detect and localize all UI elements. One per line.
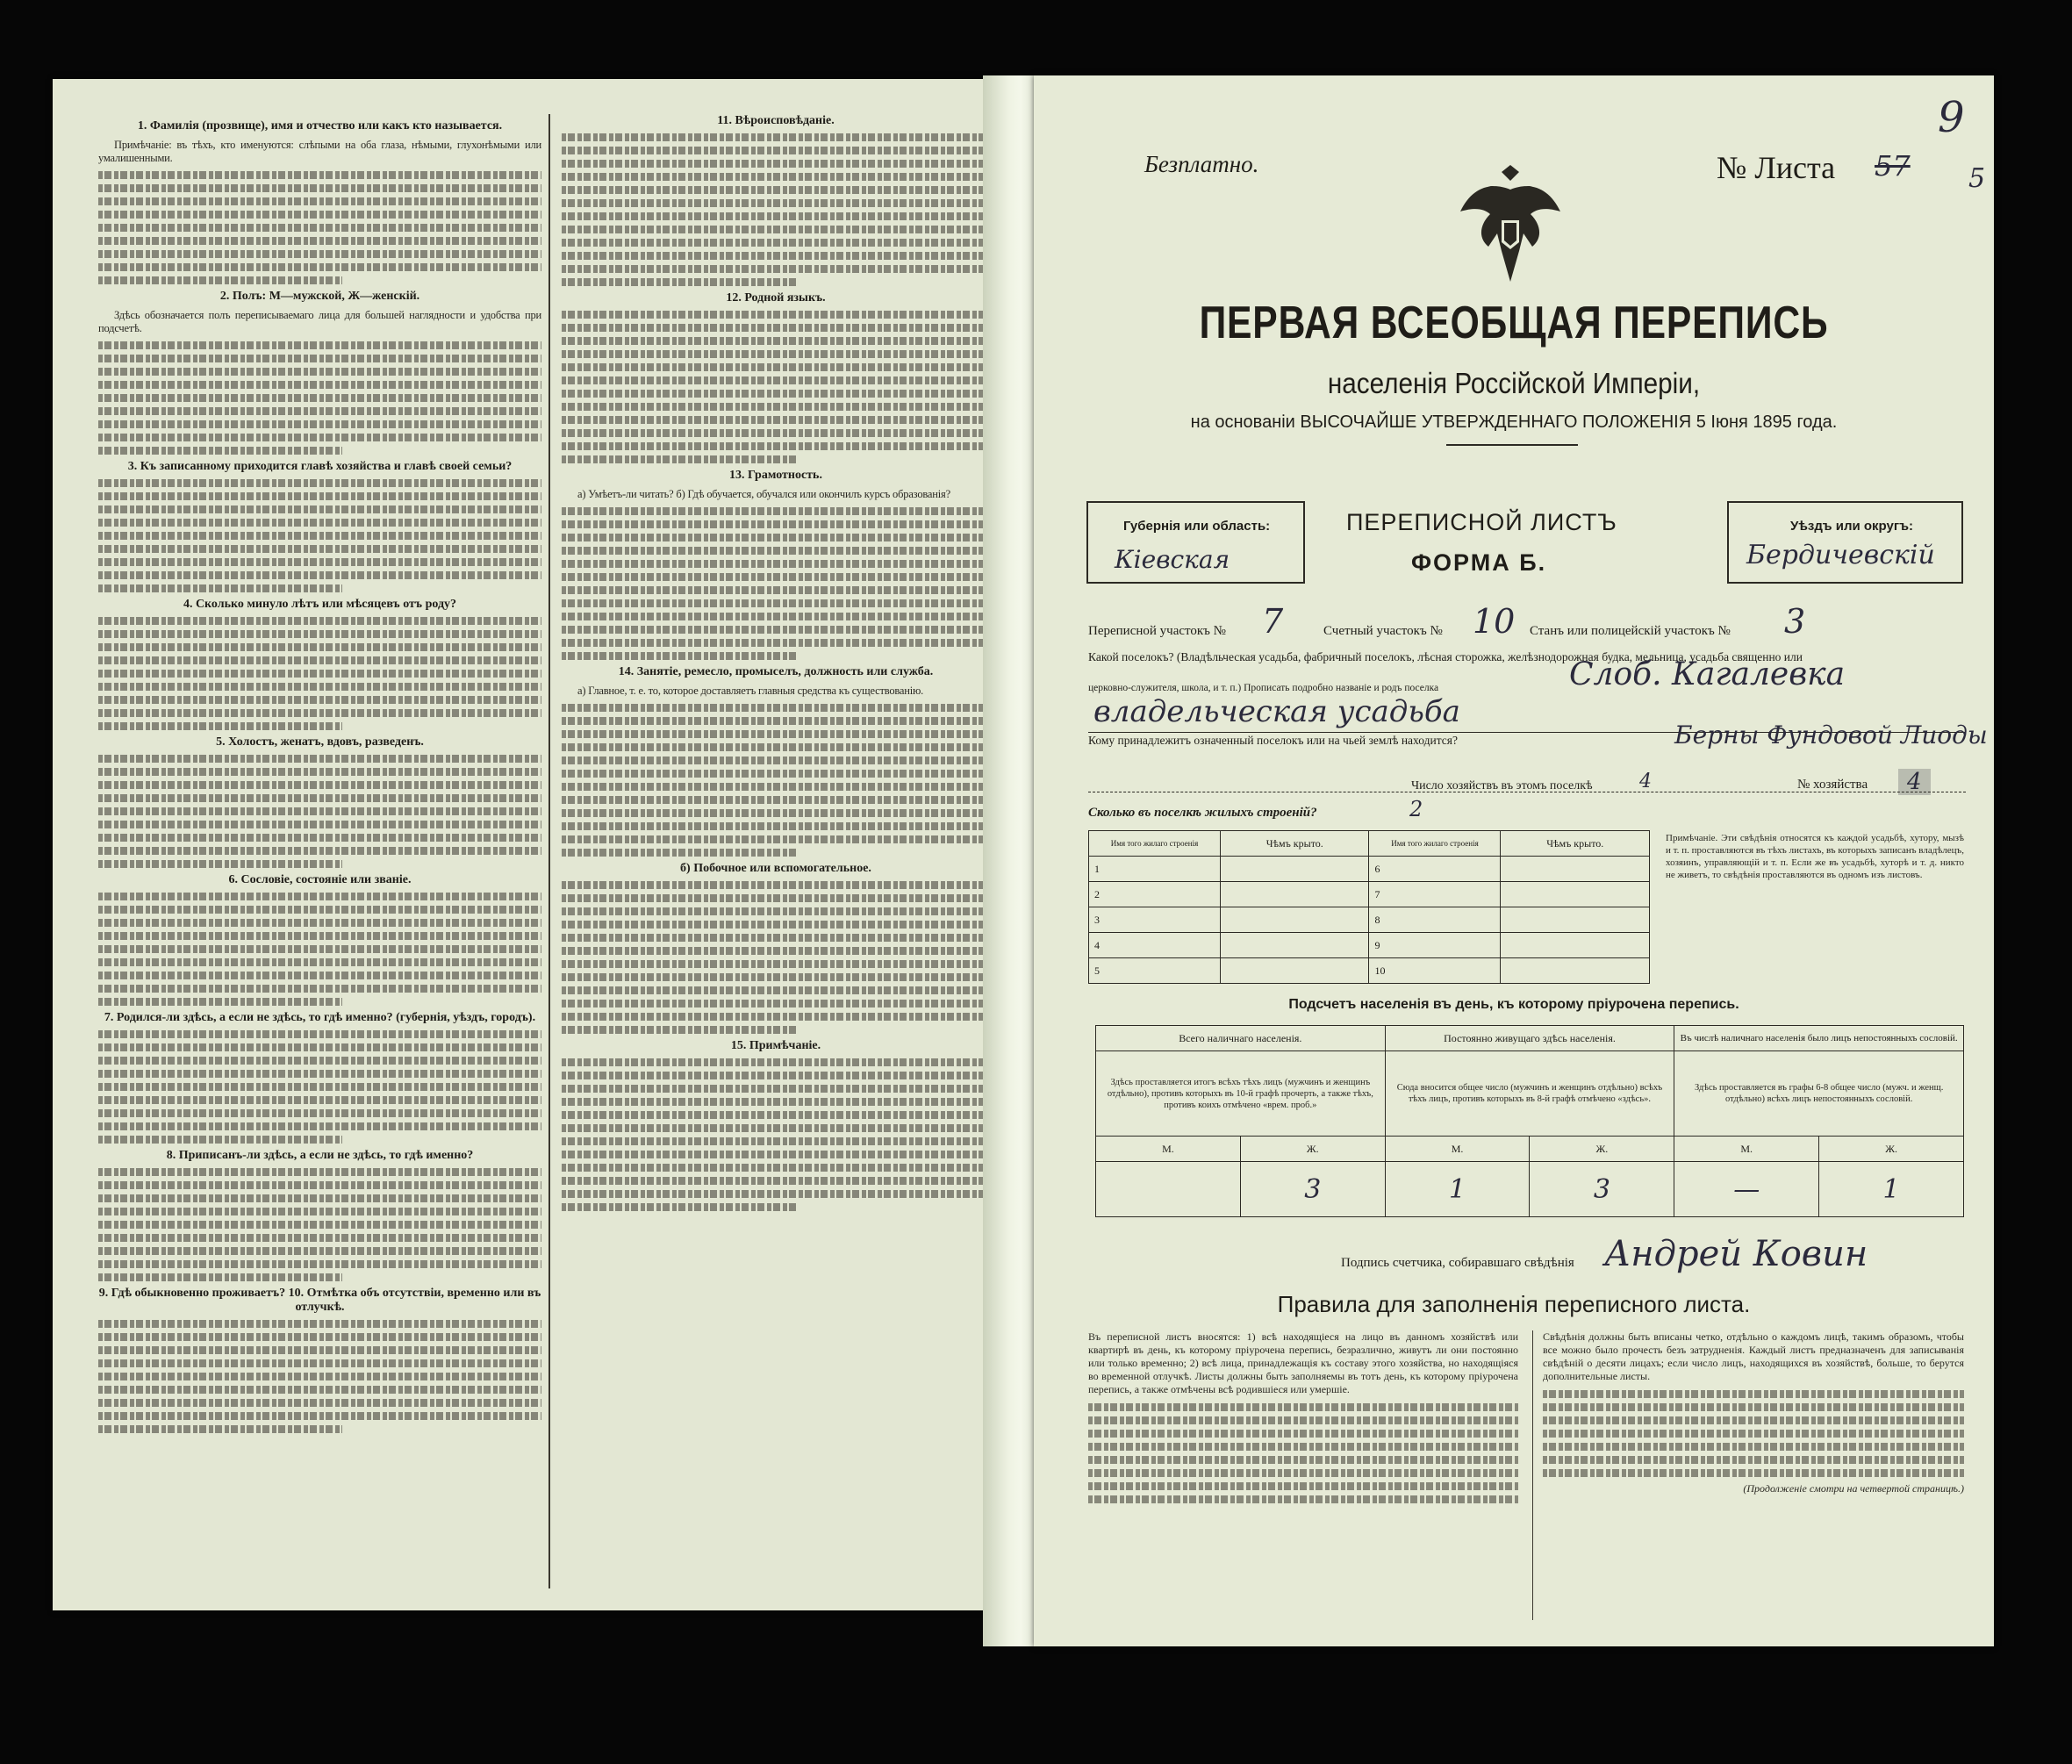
fine-print-line xyxy=(98,893,541,900)
instructions-column-2 xyxy=(562,109,990,1592)
tally-value xyxy=(1096,1162,1241,1217)
tally-desc-resident: Сюда вносится общее число (мужчинъ и женщинъ отдѣльно) всѣхъ тѣхъ лицъ, противъ которыхъ въ 8-й графѣ отмѣчено «здѣсь». xyxy=(1385,1051,1674,1137)
title-rule xyxy=(1446,444,1578,446)
fine-print-line xyxy=(562,586,990,594)
fine-print-line xyxy=(98,768,541,776)
instruction-heading: 2. Полъ: М—мужской, Ж—женскій. xyxy=(219,290,420,303)
instruction-text: Здѣсь обозначается полъ переписываемаго лица для большей наглядности и удобства при подсчетѣ. xyxy=(98,309,541,334)
double-headed-eagle-icon xyxy=(1453,163,1567,295)
fine-print-line xyxy=(98,479,541,487)
owner-question: Кому принадлежитъ означенный поселокъ или на чьей землѣ находится? xyxy=(1088,734,1458,747)
instruction-text: а) Умѣетъ-ли читать? б) Гдѣ обучается, обучался или окончилъ курсъ образованія? xyxy=(577,488,950,500)
fine-print-line xyxy=(562,921,990,929)
fine-print-line xyxy=(562,1164,990,1172)
fine-print-line xyxy=(98,447,342,455)
instructions-column-1 xyxy=(98,114,541,1597)
tally-desc-nonresident: Здѣсь проставляется въ графы 6-8 общее число (мужч. и женщ. отдѣльно) всѣхъ лицъ непостоянныхъ сословій. xyxy=(1674,1051,1964,1137)
fine-print-line xyxy=(98,670,541,678)
fine-print-line xyxy=(98,821,541,828)
fine-print-line xyxy=(98,184,541,192)
fine-print-line xyxy=(98,958,541,966)
fine-print-line xyxy=(562,1098,990,1106)
census-subtitle: населенія Россійской Имперіи, xyxy=(1327,367,1701,399)
fine-print-line xyxy=(98,407,541,415)
fine-print-line xyxy=(562,960,990,968)
rules-divider xyxy=(1532,1330,1533,1620)
fine-print-line xyxy=(562,757,990,764)
fine-print-line xyxy=(562,1013,990,1021)
tally-sex-f: Ж. xyxy=(1819,1137,1964,1162)
fine-print-line xyxy=(98,781,541,789)
fine-print-line xyxy=(562,1058,990,1066)
fine-print-line xyxy=(98,1320,541,1328)
fine-print-line xyxy=(562,376,990,384)
fine-print-line xyxy=(98,709,541,717)
fine-print-line xyxy=(98,532,541,540)
bld-row: 3 xyxy=(1089,907,1221,933)
instruction-heading: 4. Сколько минуло лѣтъ или мѣсяцевъ отъ роду? xyxy=(183,598,457,611)
instruction-heading: 5. Холостъ, женатъ, вдовъ, разведенъ. xyxy=(216,735,424,749)
fine-print-line xyxy=(98,807,541,815)
fine-print-line xyxy=(562,350,990,358)
instruction-heading: 11. Вѣроисповѣданіе. xyxy=(717,114,835,127)
tally-head-present: Всего наличнаго населенія. xyxy=(1096,1026,1386,1051)
bld-col-a-left: Имя того жилаго строенія xyxy=(1089,831,1221,857)
fine-print-line xyxy=(562,1072,990,1079)
fine-print-line xyxy=(562,160,990,168)
fine-print-line xyxy=(562,560,990,568)
bld-col-a-right: Имя того жилаго строенія xyxy=(1369,831,1501,857)
fine-print-line xyxy=(98,683,541,691)
uezd-box xyxy=(1727,501,1963,584)
bld-row: 6 xyxy=(1369,857,1501,882)
fine-print-line xyxy=(562,173,990,181)
fine-print-line xyxy=(98,1168,541,1176)
fine-print-line xyxy=(98,1208,541,1215)
fine-print-line xyxy=(562,1085,990,1093)
bld-row: 7 xyxy=(1369,882,1501,907)
census-section-value: 7 xyxy=(1262,602,1284,641)
fine-print-line xyxy=(562,547,990,555)
fine-print-line xyxy=(562,730,990,738)
bld-row: 1 xyxy=(1089,857,1221,882)
fine-print-line xyxy=(98,656,541,664)
tally-value: 1 xyxy=(1385,1162,1530,1217)
census-basis: на основаніи ВЫСОЧАЙШЕ УТВЕРЖДЕННАГО ПОЛОЖЕНІЯ 5 Іюня 1895 года. xyxy=(1190,412,1838,432)
fine-print-line xyxy=(98,434,541,441)
instruction-heading: 12. Родной языкъ. xyxy=(726,291,826,305)
fine-print-line xyxy=(562,212,990,220)
households-rule xyxy=(1088,792,1966,793)
instruction-heading: б) Побочное или вспомогательное. xyxy=(680,862,871,875)
tally-head-resident: Постоянно живущаго здѣсь населенія. xyxy=(1385,1026,1674,1051)
fine-print-line xyxy=(562,363,990,371)
fine-print-line xyxy=(98,972,541,979)
fine-print-line xyxy=(98,1359,541,1367)
fine-print-line xyxy=(562,147,990,154)
bld-row: 2 xyxy=(1089,882,1221,907)
fine-print-line xyxy=(98,1425,342,1433)
rules-right-body: Свѣдѣнія должны быть вписаны четко, отдѣльно о каждомъ лицѣ, такимъ образомъ, чтобы все можно было прочесть безъ затрудненія. Каждый листъ предназначенъ для записыванія свѣдѣній о десяти лицахъ; если число лицъ, находящихся въ хозяйствѣ, больше, то берутся дополнительные листы. xyxy=(1543,1330,1964,1382)
fine-print-line xyxy=(98,1194,541,1202)
fine-print-line xyxy=(562,1151,990,1158)
fine-print-line xyxy=(98,224,541,232)
fine-print-line xyxy=(562,1124,990,1132)
guberniya-label: Губернія или область: xyxy=(1123,519,1271,534)
fine-print-line xyxy=(98,1346,541,1354)
census-title: ПЕРВАЯ ВСЕОБЩАЯ ПЕРЕПИСЬ xyxy=(1199,298,1829,348)
fine-print-line xyxy=(98,250,541,258)
fine-print-line xyxy=(562,1026,797,1034)
count-section-value: 10 xyxy=(1473,602,1516,641)
settlement-question: Какой поселокъ? (Владѣльческая усадьба, фабричный поселокъ, лѣсная сторожка, желѣзнодорожная будка, мельница, усадьба священно или xyxy=(1088,650,1803,663)
fine-print-line xyxy=(562,973,990,981)
tally-sex-m: М. xyxy=(1385,1137,1530,1162)
fine-print-line xyxy=(98,985,541,993)
buildings-table xyxy=(1088,830,1650,984)
rules-right-text xyxy=(1543,1330,1964,1495)
bld-row: 8 xyxy=(1369,907,1501,933)
stan-value: 3 xyxy=(1784,602,1806,641)
fine-print-line xyxy=(98,420,541,428)
fine-print-line xyxy=(562,652,797,660)
fine-print-line xyxy=(98,932,541,940)
fine-print-line xyxy=(562,1203,797,1211)
count-section-label: Счетный участокъ № xyxy=(1323,624,1443,638)
settlement-value-2: владельческая усадьба xyxy=(1093,694,1460,729)
fine-print-line xyxy=(562,704,990,712)
fine-print-line xyxy=(562,639,990,647)
fine-print-line xyxy=(98,1273,342,1281)
fine-print-line xyxy=(562,573,990,581)
fine-print-line xyxy=(98,1030,541,1038)
fine-print-line xyxy=(562,743,990,751)
fine-print-line xyxy=(98,237,541,245)
tally-head-nonresident: Въ числѣ наличнаго населенія было лицъ непостоянныхъ сословій. xyxy=(1674,1026,1964,1051)
instruction-heading: 15. Примѣчаніе. xyxy=(730,1039,821,1052)
fine-print-line xyxy=(98,506,541,513)
fine-print-line xyxy=(98,696,541,704)
fine-print-line xyxy=(98,834,541,842)
side-page-number: 5 xyxy=(1968,163,1986,194)
fine-print-line xyxy=(98,211,541,219)
fine-print-line xyxy=(98,341,541,349)
corner-page-number: 9 xyxy=(1938,93,1965,142)
fine-print-line xyxy=(98,276,342,284)
fine-print-line xyxy=(98,171,541,179)
form-label: ФОРМА Б. xyxy=(1411,549,1547,576)
fine-print-line xyxy=(98,1057,541,1065)
fine-print-line xyxy=(562,429,990,437)
fine-print-line xyxy=(562,520,990,528)
free-label: Безплатно. xyxy=(1144,151,1259,177)
fine-print-line xyxy=(98,381,541,389)
fine-print-line xyxy=(562,986,990,994)
fine-print-line xyxy=(562,534,990,541)
bld-row: 4 xyxy=(1089,933,1221,958)
fine-print-line xyxy=(562,717,990,725)
tally-table xyxy=(1095,1025,1964,1217)
census-form-page xyxy=(1034,75,1994,1646)
fine-print-line xyxy=(562,186,990,194)
fine-print-line xyxy=(562,265,990,273)
sheet-number-label: № Листа xyxy=(1717,150,1836,185)
households-value: 4 xyxy=(1639,771,1652,792)
fine-print-line xyxy=(98,617,541,625)
fine-print-line xyxy=(98,1136,342,1144)
households-label: Число хозяйствъ въ этомъ поселкѣ xyxy=(1411,779,1593,792)
fine-print-line xyxy=(562,1111,990,1119)
guberniya-value: Кіевская xyxy=(1115,545,1230,574)
fine-print-line xyxy=(562,881,990,889)
fine-print-line xyxy=(98,368,541,376)
fine-print-line xyxy=(562,390,990,398)
owner-value: Берны Фундовой Лиоды xyxy=(1674,721,1988,749)
column-divider xyxy=(548,114,550,1588)
fine-print-line xyxy=(98,998,342,1006)
fine-print-line xyxy=(98,847,541,855)
fine-print-line xyxy=(562,599,990,607)
fine-print-line xyxy=(98,1247,541,1255)
fine-print-line xyxy=(98,794,541,802)
fine-print-line xyxy=(562,822,990,830)
instruction-text: Примѣчаніе: въ тѣхъ, кто именуются: слѣпыми на оба глаза, нѣмыми, глухонѣмыми или умалишенными. xyxy=(98,139,541,164)
settlement-question-2: церковно-служителя, школа, и т. п.) Прописать подробно названіе и родъ поселка xyxy=(1088,683,1439,693)
instruction-heading: 6. Сословіе, состояніе или званіе. xyxy=(228,873,412,886)
sheet-title: ПЕРЕПИСНОЙ ЛИСТЪ xyxy=(1346,509,1617,535)
fine-print-line xyxy=(562,796,990,804)
fine-print-line xyxy=(562,324,990,332)
fine-print-line xyxy=(562,133,990,141)
household-number-value: 4 xyxy=(1898,769,1931,795)
fine-print-line xyxy=(562,809,990,817)
fine-print-line xyxy=(98,722,342,730)
fine-print-line xyxy=(98,945,541,953)
fine-print-line xyxy=(562,835,990,843)
bld-col-b-right: Чѣмъ крыто. xyxy=(1501,831,1650,857)
instruction-heading: 3. Къ записанному приходится главѣ хозяйства и главѣ своей семьи? xyxy=(127,460,513,473)
tally-desc-present: Здѣсь проставляется итогъ всѣхъ тѣхъ лицъ (мужчинъ и женщинъ отдѣльно), противъ которыхъ въ 10-й графѣ прочерть, а также тѣхъ, противъ коихъ отмѣчено «врем. проб.» xyxy=(1096,1051,1386,1137)
fine-print-line xyxy=(98,519,541,527)
tally-title: Подсчетъ населенія въ день, къ которому пріурочена перепись. xyxy=(1288,997,1739,1012)
bld-row: 9 xyxy=(1369,933,1501,958)
fine-print-line xyxy=(98,1333,541,1341)
fine-print-line xyxy=(98,630,541,638)
tally-value: 3 xyxy=(1240,1162,1385,1217)
uezd-value: Бердичевскій xyxy=(1746,540,1935,570)
fine-print-line xyxy=(98,197,541,205)
fine-print-line xyxy=(98,1096,541,1104)
left-instructions-page xyxy=(53,79,999,1610)
census-section-label: Переписной участокъ № xyxy=(1088,624,1226,638)
fine-print-line xyxy=(562,934,990,942)
instruction-heading: 1. Фамилія (прозвище), имя и отчество или какъ кто называется. xyxy=(137,119,503,133)
fine-print-line xyxy=(562,613,990,620)
fine-print-line xyxy=(562,1177,990,1185)
counter-signature: Андрей Ковин xyxy=(1604,1234,1868,1274)
fine-print-line xyxy=(98,584,342,592)
fine-print-line xyxy=(98,1399,541,1407)
buildings-value: 2 xyxy=(1409,797,1423,821)
fine-print-line xyxy=(562,507,990,515)
fine-print-line xyxy=(562,626,990,634)
sheet-number-value: 57 xyxy=(1875,149,1911,183)
tally-sex-f: Ж. xyxy=(1240,1137,1385,1162)
bld-col-b-left: Чѣмъ крыто. xyxy=(1221,831,1369,857)
fine-print-line xyxy=(562,907,990,915)
tally-sex-m: М. xyxy=(1096,1137,1241,1162)
instruction-heading: 9. Гдѣ обыкновенно проживаетъ? 10. Отмѣтка объ отсутствіи, временно или въ отлучкѣ. xyxy=(98,1287,541,1314)
fine-print-line xyxy=(562,770,990,778)
fine-print-line xyxy=(98,1070,541,1078)
buildings-note: Примѣчаніе. Эти свѣдѣнія относятся къ каждой усадьбѣ, хутору, мызѣ и т. п. проставляются въ тѣхъ листахъ, въ которыхъ записанъ владѣлецъ, хозяинъ, управляющій и т. п. Если же въ усадьбѣ, хуторѣ и т. д. никто не живетъ, то свѣдѣнія проставляются въ одномъ изъ листовъ. xyxy=(1666,833,1964,880)
fine-print-line xyxy=(98,545,541,553)
fine-print-line xyxy=(98,1221,541,1229)
fine-print-line xyxy=(562,252,990,260)
fine-print-line xyxy=(98,755,541,763)
instruction-heading: 8. Приписанъ-ли здѣсь, а если не здѣсь, то гдѣ именно? xyxy=(166,1149,474,1162)
fine-print-line xyxy=(98,263,541,271)
fine-print-line xyxy=(98,1386,541,1394)
fine-print-line xyxy=(98,1412,541,1420)
fine-print-line xyxy=(98,1083,541,1091)
household-number-label: № хозяйства xyxy=(1797,778,1868,792)
fine-print-line xyxy=(562,1137,990,1145)
fine-print-line xyxy=(98,1043,541,1051)
fine-print-line xyxy=(98,860,342,868)
fine-print-line xyxy=(562,278,797,286)
uezd-label: Уѣздъ или округъ: xyxy=(1790,519,1914,534)
fine-print-line xyxy=(562,947,990,955)
fine-print-line xyxy=(562,337,990,345)
fine-print-line xyxy=(98,919,541,927)
fine-print-line xyxy=(562,894,990,902)
rules-left-text xyxy=(1088,1330,1518,1509)
fine-print-line xyxy=(562,1190,990,1198)
fine-print-line xyxy=(562,199,990,207)
fine-print-line xyxy=(98,906,541,914)
bld-row: 10 xyxy=(1369,958,1501,984)
bld-row: 5 xyxy=(1089,958,1221,984)
tally-value: 3 xyxy=(1530,1162,1674,1217)
guberniya-box xyxy=(1086,501,1305,584)
fine-print-line xyxy=(98,355,541,362)
fine-print-line xyxy=(562,403,990,411)
rules-continued: (Продолженіе смотри на четвертой страницѣ.) xyxy=(1743,1482,1964,1495)
fine-print-line xyxy=(98,1234,541,1242)
fine-print-line xyxy=(562,311,990,319)
tally-sex-m: М. xyxy=(1674,1137,1819,1162)
fine-print-line xyxy=(562,442,990,450)
tally-value: — xyxy=(1674,1162,1819,1217)
fine-print-line xyxy=(562,783,990,791)
instruction-heading: 14. Занятіе, ремесло, промыселъ, должность или служба. xyxy=(618,665,934,678)
signature-label: Подпись счетчика, собиравшаго свѣдѣнія xyxy=(1341,1256,1574,1270)
fine-print-line xyxy=(98,1109,541,1117)
fine-print-line xyxy=(98,558,541,566)
fine-print-line xyxy=(562,849,797,857)
rules-left-body: Въ переписной листъ вносятся: 1) всѣ находящіеся на лицо въ данномъ хозяйствѣ или квартирѣ въ день, къ которому пріурочена перепись, безразлично, живутъ ли они постоянно или только временно; 2) всѣ лица, принадлежащія къ составу этого хозяйства, но находящіяся во временной отлучкѣ. Листы должны быть заполняемы въ тотъ день, къ которому пріурочена перепись, а также отмѣчены всѣ родившіеся или умершіе. xyxy=(1088,1330,1518,1395)
instruction-text: а) Главное, т. е. то, которое доставляетъ главныя средства къ существованію. xyxy=(577,685,924,697)
fine-print-line xyxy=(98,571,541,579)
fine-print-line xyxy=(562,226,990,233)
tally-value: 1 xyxy=(1819,1162,1964,1217)
fine-print-line xyxy=(562,455,797,463)
stan-label: Станъ или полицейскій участокъ № xyxy=(1530,624,1731,638)
fine-print-line xyxy=(98,492,541,500)
fine-print-line xyxy=(98,1122,541,1130)
fine-print-line xyxy=(98,643,541,651)
fine-print-line xyxy=(98,1181,541,1189)
fine-print-line xyxy=(98,1373,541,1380)
settlement-value-1: Слоб. Кагалевка xyxy=(1569,656,1846,692)
fine-print-line xyxy=(562,1000,990,1007)
fine-print-line xyxy=(562,239,990,247)
fine-print-line xyxy=(562,416,990,424)
tally-sex-f: Ж. xyxy=(1530,1137,1674,1162)
instruction-heading: 7. Родился-ли здѣсь, а если не здѣсь, то гдѣ именно? (губернія, уѣздъ, городъ). xyxy=(104,1011,536,1024)
instruction-heading: 13. Грамотность. xyxy=(729,469,822,482)
buildings-label: Сколько въ поселкѣ жилыхъ строеній? xyxy=(1088,806,1317,820)
rules-title: Правила для заполненія переписного листа. xyxy=(1277,1291,1751,1317)
fine-print-line xyxy=(98,394,541,402)
fine-print-line xyxy=(98,1260,541,1268)
